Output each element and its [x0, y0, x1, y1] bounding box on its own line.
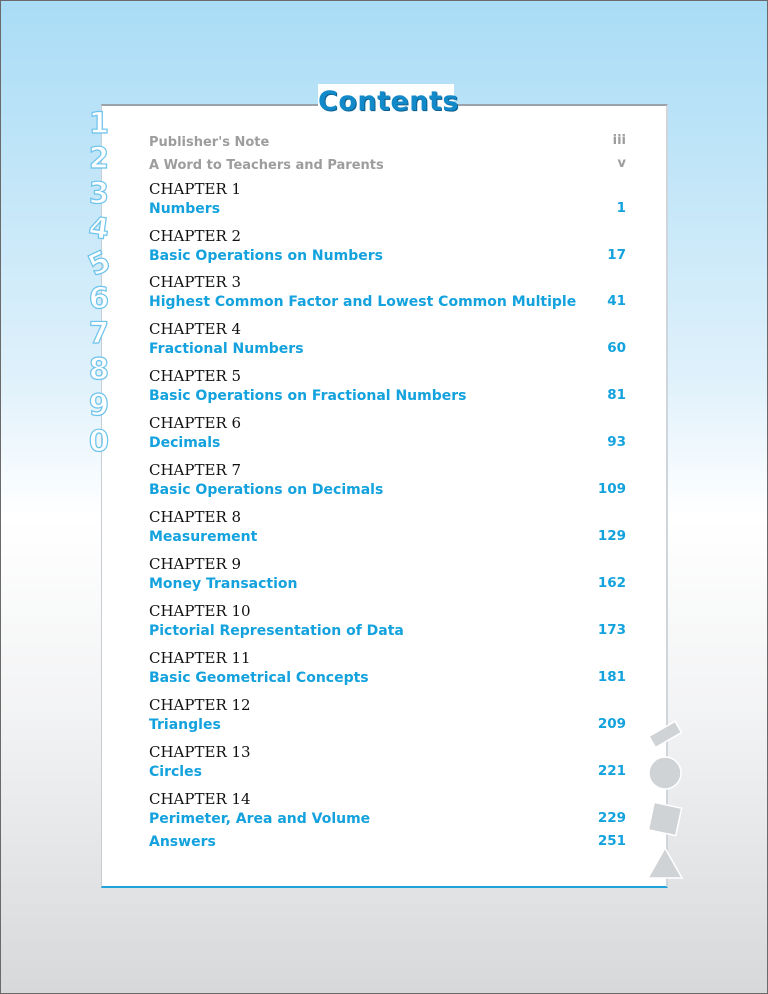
chapter-title: Money Transaction: [149, 576, 298, 592]
chapter-title: Pictorial Representation of Data: [149, 623, 404, 639]
entry-title: A Word to Teachers and Parents: [149, 158, 384, 173]
chapter-title: Circles: [149, 764, 202, 780]
chapter-label: CHAPTER 6: [149, 414, 242, 432]
chapter-title: Fractional Numbers: [149, 341, 304, 357]
chapter-entry[interactable]: [149, 414, 626, 452]
chapter-label: CHAPTER 4: [149, 320, 242, 338]
chapter-page-number: 17: [607, 247, 626, 263]
chapter-entry[interactable]: [149, 602, 626, 640]
chapter-page-number: 181: [597, 669, 626, 685]
chapter-page-number: 109: [597, 481, 626, 497]
chapter-page-number: 93: [607, 434, 626, 450]
chapter-page-number: 162: [597, 575, 626, 591]
chapter-title: Basic Geometrical Concepts: [149, 670, 369, 686]
chapter-entry[interactable]: [149, 649, 626, 687]
front-matter-item[interactable]: [149, 154, 626, 174]
entry-page-number: v: [617, 156, 626, 171]
chapter-label: CHAPTER 5: [149, 367, 242, 385]
margin-digit: 1: [88, 106, 110, 140]
chapter-title: Basic Operations on Numbers: [149, 248, 383, 264]
chapter-entry[interactable]: [149, 273, 626, 311]
chapter-entry[interactable]: [149, 508, 626, 546]
decorative-shapes: [644, 718, 688, 884]
chapter-entry[interactable]: [149, 696, 626, 734]
entry-title: Answers: [149, 834, 216, 850]
entry-title: Publisher's Note: [149, 135, 270, 150]
front-matter-item[interactable]: [149, 131, 626, 151]
chapter-title: Decimals: [149, 435, 221, 451]
chapter-title: Measurement: [149, 529, 258, 545]
chapter-page-number: 209: [597, 716, 626, 732]
chapter-entry[interactable]: [149, 743, 626, 781]
margin-digit: 8: [88, 352, 110, 386]
triangle-shape: [648, 848, 682, 878]
margin-digit: 0: [88, 424, 110, 458]
chapter-label: CHAPTER 10: [149, 602, 251, 620]
chapter-label: CHAPTER 11: [149, 649, 251, 667]
chapter-label: CHAPTER 9: [149, 555, 242, 573]
chapter-title: Triangles: [149, 717, 221, 733]
chapter-page-number: 173: [597, 622, 626, 638]
margin-digit: 2: [88, 141, 110, 175]
chapter-entry[interactable]: [149, 461, 626, 499]
chapter-page-number: 129: [597, 528, 626, 544]
chapter-page-number: 221: [597, 763, 626, 779]
margin-digit: 5: [82, 243, 116, 283]
margin-digit: 6: [88, 281, 110, 315]
chapter-page-number: 41: [607, 293, 626, 309]
page-title: Contents: [318, 84, 454, 120]
entry-page-number: iii: [612, 133, 626, 148]
chapter-entry[interactable]: [149, 555, 626, 593]
chapter-label: CHAPTER 1: [149, 180, 242, 198]
rectangle-shape: [649, 721, 681, 747]
chapter-label: CHAPTER 8: [149, 508, 242, 526]
chapter-page-number: 1: [616, 200, 626, 216]
chapter-entry[interactable]: [149, 790, 626, 828]
square-shape: [648, 802, 681, 835]
margin-digit: 4: [86, 209, 112, 247]
chapter-title: Basic Operations on Decimals: [149, 482, 384, 498]
chapter-title: Numbers: [149, 201, 221, 217]
chapter-label: CHAPTER 13: [149, 743, 251, 761]
chapter-page-number: 81: [607, 387, 626, 403]
chapter-label: CHAPTER 12: [149, 696, 251, 714]
chapter-entry[interactable]: [149, 227, 626, 265]
entry-page-number: 251: [597, 833, 626, 849]
chapter-entry[interactable]: [149, 367, 626, 405]
chapter-title: Perimeter, Area and Volume: [149, 811, 371, 827]
chapter-title: Basic Operations on Fractional Numbers: [149, 388, 467, 404]
circle-shape: [649, 757, 681, 789]
chapter-label: CHAPTER 14: [149, 790, 251, 808]
chapter-title: Highest Common Factor and Lowest Common Multiple: [149, 294, 577, 310]
back-matter-item[interactable]: [149, 831, 626, 851]
margin-digit: 7: [88, 316, 110, 350]
margin-digit: 9: [88, 388, 110, 422]
chapter-entry[interactable]: [149, 180, 626, 218]
chapter-page-number: 229: [597, 810, 626, 826]
margin-digit: 3: [88, 176, 110, 210]
chapter-label: CHAPTER 7: [149, 461, 242, 479]
chapter-entry[interactable]: [149, 320, 626, 358]
chapter-label: CHAPTER 3: [149, 273, 242, 291]
chapter-label: CHAPTER 2: [149, 227, 242, 245]
chapter-page-number: 60: [607, 340, 626, 356]
